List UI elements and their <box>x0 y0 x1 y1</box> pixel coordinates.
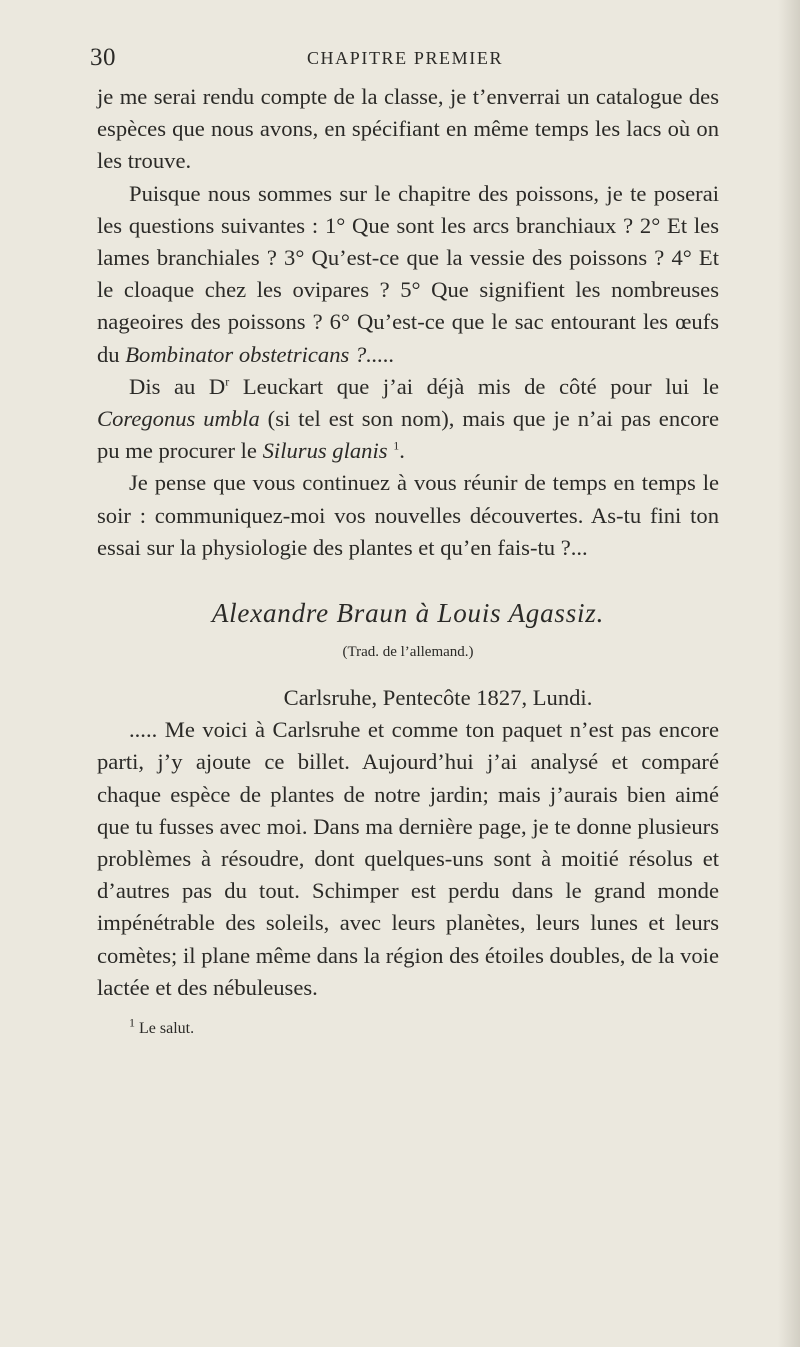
translation-note: (Trad. de l’allemand.) <box>342 644 474 661</box>
footnote-reference: 1 <box>393 438 400 453</box>
paragraph-2 <box>97 178 719 371</box>
paragraph-3-part4: . <box>399 438 405 464</box>
page-header <box>90 44 720 80</box>
footnote-text: Le salut. <box>135 1020 195 1038</box>
paragraph-1: je me serai rendu compte de la classe, je t’enverrai un catalogue des espèces que nous avons, en spécifiant en même temps les lacs où on les trouve. <box>97 84 719 174</box>
letter-salutation: Alexandre Braun à Louis Agassiz. <box>211 598 605 629</box>
page-number: 30 <box>90 44 116 71</box>
letter-dateline: Carlsruhe, Pentecôte 1827, Lundi. <box>283 685 593 711</box>
letter-body: ..... Me voici à Carlsruhe et comme ton paquet n’est pas encore parti, j’y ajoute ce billet. Aujourd’hui j’ai analysé et comparé chaque espèce de plantes de notre jardin; mais j’aurais bien aimé que tu fusses avec moi. Dans ma dernière page, je te donne plusieurs problèmes à résoudre, dont quelques-uns sont à moitié résolus et d’autres pas du tout. Schimper est perdu dans le grand monde impénétrable des soleils, avec leurs planètes, leurs lunes et leurs comètes; il plane même dans la région des étoiles doubles, de la voie lactée et des nébuleuses. <box>97 717 719 1000</box>
paragraph-3-part2: Leuckart que j’ai déjà mis de côté pour lui le <box>229 373 720 399</box>
running-title: CHAPITRE PREMIER <box>306 48 504 68</box>
paragraph-2-text: Puisque nous sommes sur le chapitre des poissons, je te poserai les questions suivantes : 1° Que sont les arcs branchiaux ? 2° Et les lames branchiales ? 3° Qu’est-ce que la vessie des poissons ? 4° Et le cloaque chez les ovipares ? 5° Que signifient les nombreuses nageoires des poissons ? 6° Qu’est-ce que le sac entourant les œufs du <box>97 180 719 367</box>
footnote <box>97 1015 719 1040</box>
species-name-bombinator: Bombinator obstetricans ?..... <box>125 341 395 367</box>
paragraph-4: Je pense que vous continuez à vous réunir de temps en temps le soir : communiquez-moi vos nouvelles découvertes. As-tu fini ton essai sur la physiologie des plantes et qu’en fais-tu ?... <box>97 470 719 560</box>
doctor-abbrev-superscript: r <box>225 374 230 389</box>
paragraph-3-part3: (si tel est son nom), mais que je n’ai pas encore pu me procurer le <box>97 406 719 464</box>
body-text <box>97 81 719 1040</box>
footnote-marker: 1 <box>129 1015 135 1030</box>
species-name-silurus: Silurus glanis <box>262 438 388 464</box>
paragraph-3-part1: Dis au D <box>129 373 226 399</box>
species-name-coregonus: Coregonus umbla <box>97 406 260 432</box>
page-edge-shadow <box>778 0 800 1347</box>
paragraph-3 <box>97 371 719 468</box>
